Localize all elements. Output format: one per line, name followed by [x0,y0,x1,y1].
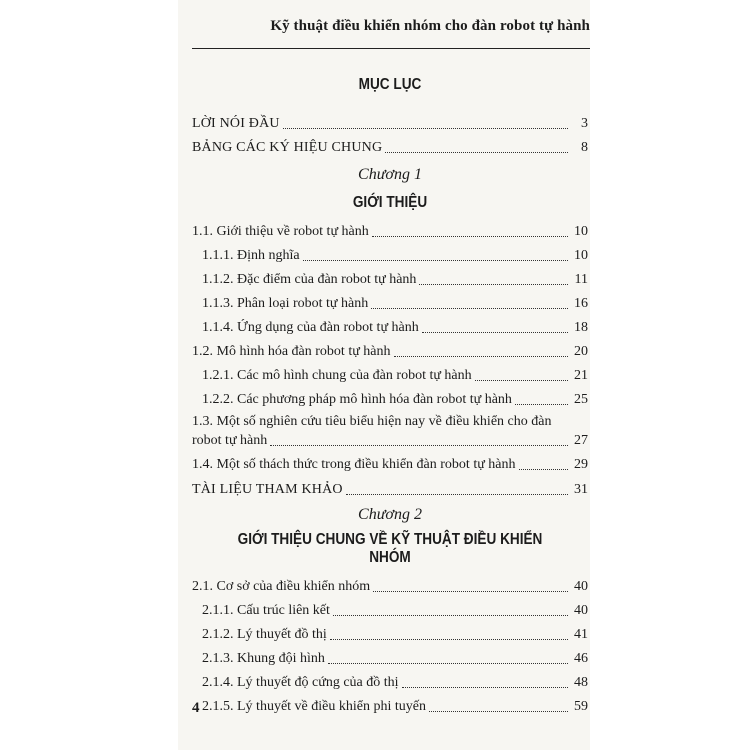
entry-page: 11 [574,272,588,287]
chapter-label: Chương 1 [358,166,422,183]
toc-entry [192,457,588,473]
dot-leader [519,469,568,470]
entry-text: 1.1.4. Ứng dụng của đàn robot tự hành [202,320,419,335]
dot-leader [402,687,568,688]
running-head: Kỹ thuật điều khiển nhóm cho đàn robot tự hành [270,18,590,34]
dot-leader [419,284,568,285]
entry-page: 8 [581,140,588,155]
entry-text: 1.4. Một số thách thức trong điều khiển đàn robot tự hành [192,457,516,472]
toc-entry [192,296,588,312]
chapter-label: Chương 2 [358,506,422,523]
entry-page: 20 [574,344,588,359]
entry-text: 1.1.1. Định nghĩa [202,248,300,263]
entry-page: 40 [574,603,588,618]
toc-title: MỤC LỤC [358,76,422,93]
toc-entry [192,699,588,715]
entry-page: 41 [574,627,588,642]
chapter-title: GIỚI THIỆU [352,194,428,211]
entry-page: 27 [574,433,588,448]
entry-text: robot tự hành [192,433,268,448]
toc-entry [192,344,588,360]
toc-entry [192,482,588,498]
entry-page: 10 [574,248,588,263]
toc-entry [192,320,588,336]
entry-text: 2.1.4. Lý thuyết độ cứng của đồ thị [202,675,399,690]
entry-text: 1.2. Mô hình hóa đàn robot tự hành [192,344,391,359]
dot-leader [371,308,568,309]
dot-leader [283,128,568,129]
dot-leader [373,591,568,592]
toc-entry [192,579,588,595]
toc-entry [192,433,588,449]
entry-text: 2.1.3. Khung đội hình [202,651,325,666]
dot-leader [422,332,568,333]
toc-entry [192,603,588,619]
toc-entry [192,627,588,643]
entry-text: TÀI LIỆU THAM KHẢO [192,482,343,497]
header-rule [192,48,590,49]
toc-entry [192,651,588,667]
entry-page: 46 [574,651,588,666]
entry-text: BẢNG CÁC KÝ HIỆU CHUNG [192,140,383,155]
toc-entry [192,392,588,408]
entry-text: 1.1.3. Phân loại robot tự hành [202,296,369,311]
entry-page: 29 [574,457,588,472]
entry-text: 1.1. Giới thiệu về robot tự hành [192,224,369,239]
dot-leader [303,260,568,261]
toc-entry [192,116,588,132]
entry-page: 48 [574,675,588,690]
dot-leader [330,639,568,640]
entry-text: 1.1.2. Đặc điểm của đàn robot tự hành [202,272,417,287]
toc-entry [192,224,588,240]
page-number: 4 [192,700,200,716]
entry-page: 16 [574,296,588,311]
toc-entry [192,140,588,156]
entry-page: 31 [574,482,588,497]
entry-text: 1.2.1. Các mô hình chung của đàn robot tự hành [202,368,472,383]
entry-page: 21 [574,368,588,383]
dot-leader [346,494,568,495]
dot-leader [429,711,568,712]
toc-entry [192,675,588,691]
toc-entry [192,272,588,288]
entry-text: 2.1.2. Lý thuyết đồ thị [202,627,327,642]
entry-text: 2.1.5. Lý thuyết về điều khiển phi tuyến [202,699,426,714]
entry-page: 40 [574,579,588,594]
chapter-title: GIỚI THIỆU CHUNG VỀ KỸ THUẬT ĐIỀU KHIỂN NHÓM [237,531,543,566]
entry-page: 3 [581,116,588,131]
entry-page: 59 [574,699,588,714]
dot-leader [328,663,568,664]
entry-page: 25 [574,392,588,407]
dot-leader [372,236,568,237]
table-of-contents [192,72,588,715]
dot-leader [475,380,568,381]
entry-page: 10 [574,224,588,239]
entry-page: 18 [574,320,588,335]
dot-leader [515,404,568,405]
dot-leader [394,356,568,357]
dot-leader [333,615,568,616]
dot-leader [385,152,568,153]
toc-entry [192,248,588,264]
entry-text-line-1: 1.3. Một số nghiên cứu tiêu biểu hiện nay về điều khiển cho đàn [192,414,552,429]
dot-leader [270,445,568,446]
entry-text: LỜI NÓI ĐẦU [192,116,280,131]
entry-text: 2.1.1. Cấu trúc liên kết [202,603,330,618]
entry-text: 2.1. Cơ sở của điều khiển nhóm [192,579,371,594]
entry-text: 1.2.2. Các phương pháp mô hình hóa đàn robot tự hành [202,392,512,407]
toc-entry [192,368,588,384]
book-page [178,0,590,750]
